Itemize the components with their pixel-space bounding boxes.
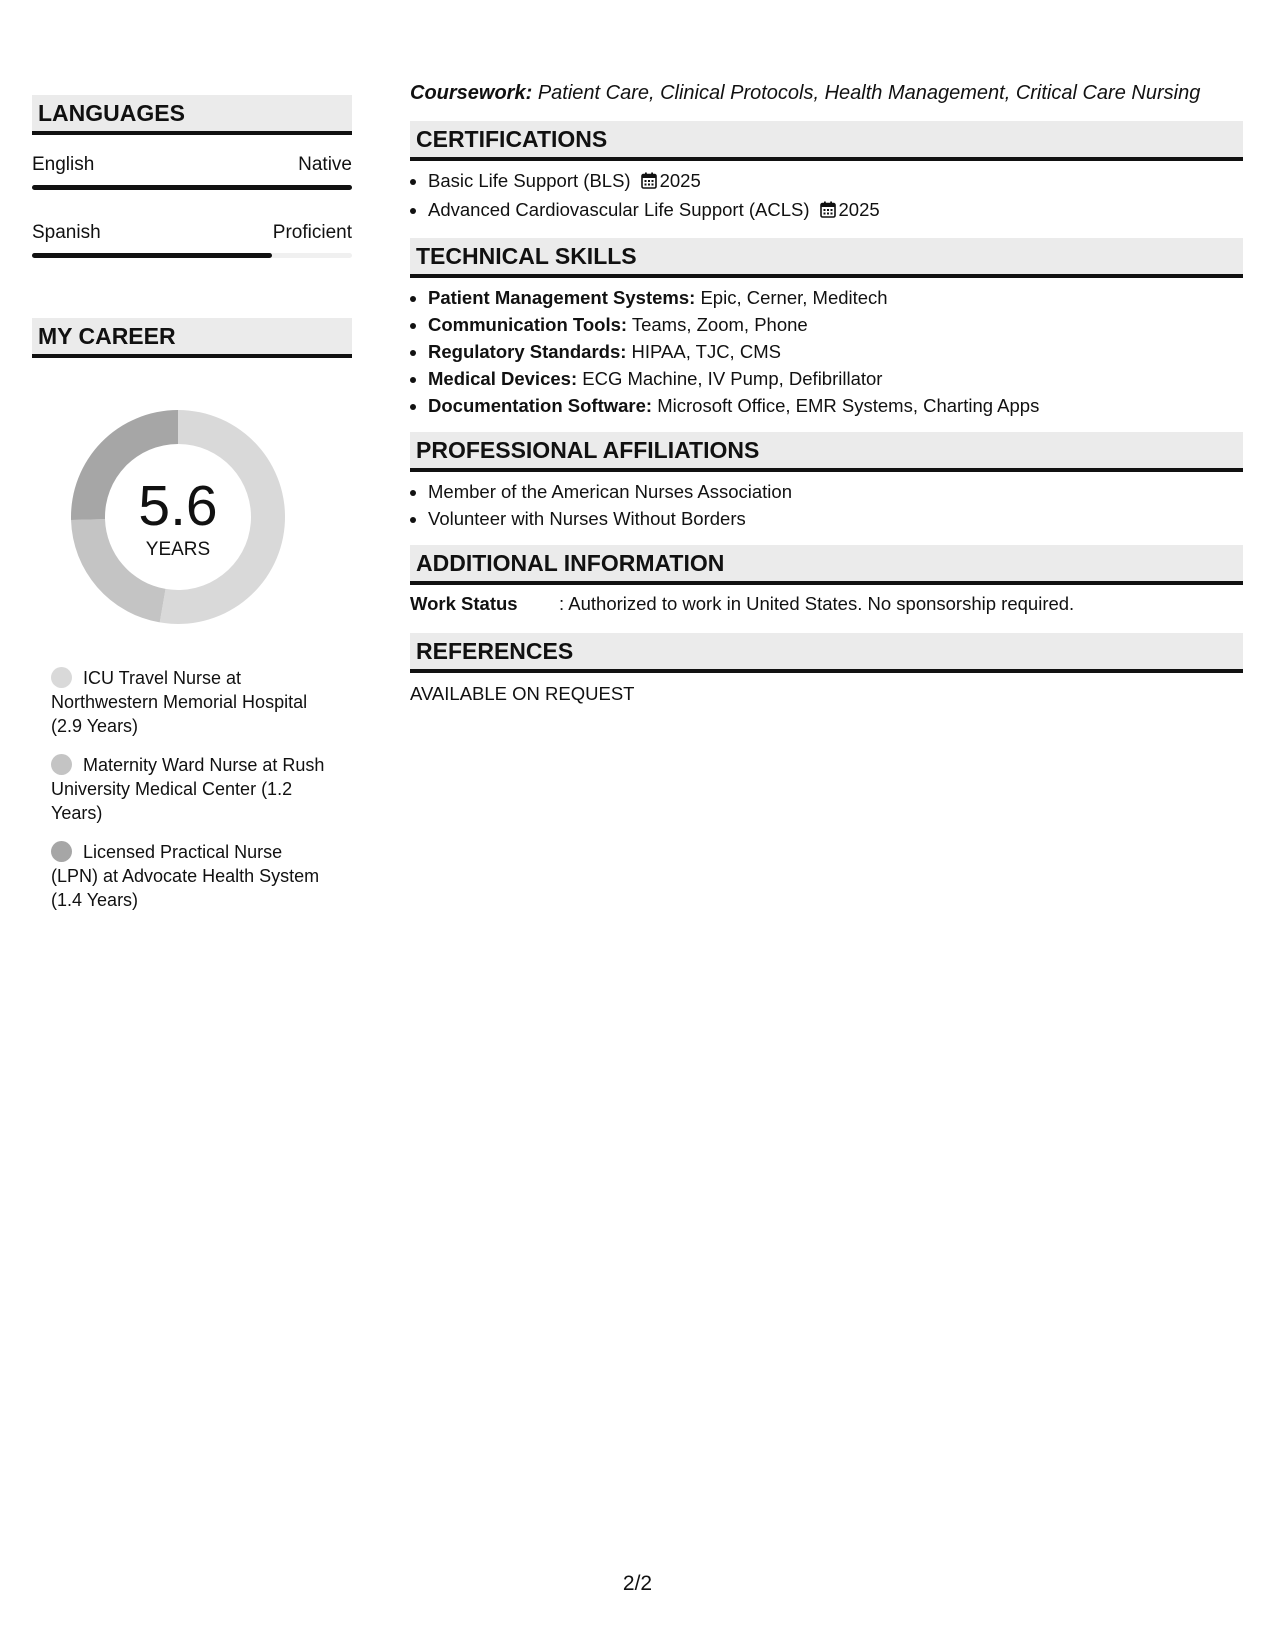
coursework-line: [410, 78, 1243, 108]
career-role-label: Licensed Practical Nurse (LPN) at Advocate Health System (1.4 Years): [51, 842, 320, 910]
certification-item: [428, 167, 1243, 196]
career-heading: MY CAREER: [32, 318, 352, 358]
career-legend-item: [51, 753, 331, 825]
skill-item: [428, 365, 1243, 392]
language-bar: [32, 185, 352, 190]
skill-value: Epic, Cerner, Meditech: [700, 287, 888, 308]
language-name: English: [32, 154, 95, 175]
work-status-value: : Authorized to work in United States. No sponsorship required.: [559, 593, 1075, 614]
language-bar-fill: [32, 185, 352, 190]
career-total-value: 5.6: [138, 474, 218, 538]
career-legend-item: [51, 666, 331, 738]
language-level: Native: [298, 154, 352, 175]
certification-name: Advanced Cardiovascular Life Support (ACLS): [428, 199, 810, 220]
skill-item: [428, 392, 1243, 419]
work-status-label: Work Status: [410, 593, 518, 614]
references-text: AVAILABLE ON REQUEST: [410, 683, 635, 704]
certifications-list: [410, 167, 1243, 225]
certifications-heading: CERTIFICATIONS: [410, 121, 1243, 161]
affiliations-list: [410, 478, 1243, 532]
coursework-label: Coursework:: [410, 82, 533, 104]
right-column: [410, 78, 1243, 705]
legend-dot-icon: [51, 841, 72, 862]
career-legend-item: [51, 840, 331, 912]
legend-dot-icon: [51, 667, 72, 688]
skill-label: Patient Management Systems:: [428, 287, 696, 308]
languages-list: [32, 154, 352, 258]
career-role-label: ICU Travel Nurse at Northwestern Memorial Hospital (2.9 Years): [51, 668, 308, 736]
career-role-label: Maternity Ward Nurse at Rush University Medical Center (1.2 Years): [51, 755, 325, 823]
affiliation-item: • Member of the American Nurses Association: [428, 478, 1243, 505]
career-total-unit: YEARS: [145, 539, 211, 560]
skill-label: Regulatory Standards:: [428, 341, 627, 362]
language-name: Spanish: [32, 222, 101, 243]
skill-value: Teams, Zoom, Phone: [631, 314, 808, 335]
skill-value: HIPAA, TJC, CMS: [631, 341, 781, 362]
language-bar: [32, 253, 352, 258]
page-number: 2/2: [622, 1572, 653, 1595]
technical-skills-list: [410, 284, 1243, 419]
left-column: [32, 95, 352, 927]
work-status-row: [410, 593, 1243, 619]
calendar-icon: [641, 169, 657, 196]
skill-value: ECG Machine, IV Pump, Defibrillator: [582, 368, 883, 389]
skill-label: Medical Devices:: [428, 368, 578, 389]
legend-dot-icon: [51, 754, 72, 775]
coursework-text: Patient Care, Clinical Protocols, Health Management, Critical Care Nursing: [537, 82, 1201, 104]
skill-label: Communication Tools:: [428, 314, 628, 335]
language-bar-fill: [32, 253, 272, 258]
language-row: [32, 222, 352, 248]
skill-item: [428, 284, 1243, 311]
skill-label: Documentation Software:: [428, 395, 653, 416]
certification-name: Basic Life Support (BLS): [428, 170, 631, 191]
calendar-icon: [820, 198, 836, 225]
skill-value: Microsoft Office, EMR Systems, Charting Apps: [657, 395, 1040, 416]
additional-info-heading: ADDITIONAL INFORMATION: [410, 545, 1243, 585]
certification-year: 2025: [838, 199, 880, 220]
certification-year: 2025: [659, 170, 701, 191]
skill-item: [428, 311, 1243, 338]
skill-item: [428, 338, 1243, 365]
affiliation-item: • Volunteer with Nurses Without Borders: [428, 505, 1243, 532]
career-donut-chart: [63, 402, 293, 632]
career-legend: [51, 666, 331, 912]
technical-skills-heading: TECHNICAL SKILLS: [410, 238, 1243, 278]
language-row: [32, 154, 352, 180]
affiliations-heading: PROFESSIONAL AFFILIATIONS: [410, 432, 1243, 472]
certification-item: [428, 196, 1243, 225]
references-heading: REFERENCES: [410, 633, 1243, 673]
language-level: Proficient: [272, 222, 352, 243]
languages-heading: LANGUAGES: [32, 95, 352, 135]
